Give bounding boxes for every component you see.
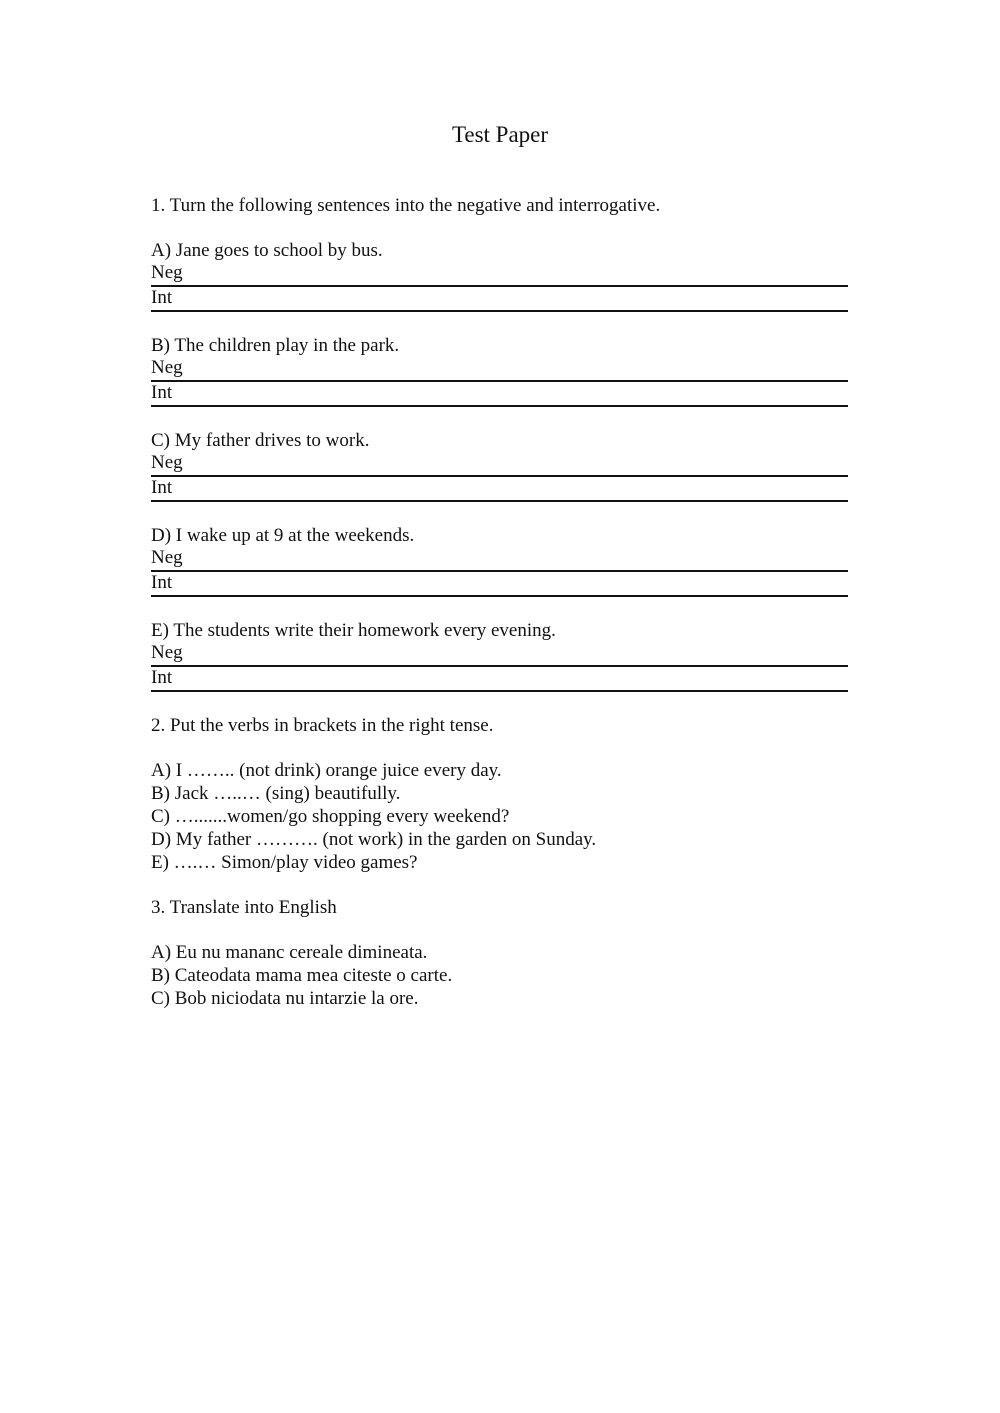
int-label: Int — [151, 477, 173, 498]
neg-label: Neg — [151, 357, 183, 378]
list-item: C) ….......women/go shopping every weekend? — [151, 806, 510, 827]
negative-answer-line[interactable] — [151, 547, 848, 572]
sentence: D) I wake up at 9 at the weekends. — [151, 525, 415, 546]
exercise-1d — [151, 524, 848, 597]
neg-label: Neg — [151, 642, 183, 663]
sentence: C) My father drives to work. — [151, 430, 370, 451]
list-item: E) ….… Simon/play video games? — [151, 852, 418, 873]
int-label: Int — [151, 667, 173, 688]
neg-label: Neg — [151, 452, 183, 473]
neg-label: Neg — [151, 547, 183, 568]
exercise-1b — [151, 334, 848, 407]
interrogative-answer-line[interactable] — [151, 667, 848, 692]
negative-answer-line[interactable] — [151, 642, 848, 667]
page-title: Test Paper — [451, 122, 549, 147]
interrogative-answer-line[interactable] — [151, 572, 848, 597]
list-item: A) Eu nu mananc cereale dimineata. — [151, 942, 428, 963]
negative-answer-line[interactable] — [151, 452, 848, 477]
sentence: A) Jane goes to school by bus. — [151, 240, 383, 261]
list-item: A) I …….. (not drink) orange juice every day. — [151, 760, 502, 781]
list-item: D) My father ………. (not work) in the garden on Sunday. — [151, 829, 597, 850]
section-3-list — [151, 941, 848, 1010]
list-item: B) Cateodata mama mea citeste o carte. — [151, 965, 453, 986]
negative-answer-line[interactable] — [151, 262, 848, 287]
int-label: Int — [151, 382, 173, 403]
sentence: E) The students write their homework every evening. — [151, 620, 556, 641]
interrogative-answer-line[interactable] — [151, 477, 848, 502]
interrogative-answer-line[interactable] — [151, 382, 848, 407]
exercise-1a — [151, 239, 848, 312]
exercise-1e — [151, 619, 848, 692]
interrogative-answer-line[interactable] — [151, 287, 848, 312]
section-3-heading: 3. Translate into English — [151, 897, 337, 918]
section-2-heading: 2. Put the verbs in brackets in the right tense. — [151, 715, 494, 736]
negative-answer-line[interactable] — [151, 357, 848, 382]
neg-label: Neg — [151, 262, 183, 283]
list-item: B) Jack …..… (sing) beautifully. — [151, 783, 401, 804]
worksheet-content — [151, 194, 848, 1010]
int-label: Int — [151, 572, 173, 593]
int-label: Int — [151, 287, 173, 308]
sentence: B) The children play in the park. — [151, 335, 400, 356]
exercise-1c — [151, 429, 848, 502]
list-item: C) Bob niciodata nu intarzie la ore. — [151, 988, 419, 1009]
section-2-list — [151, 759, 848, 874]
section-1-heading: 1. Turn the following sentences into the negative and interrogative. — [151, 195, 661, 216]
